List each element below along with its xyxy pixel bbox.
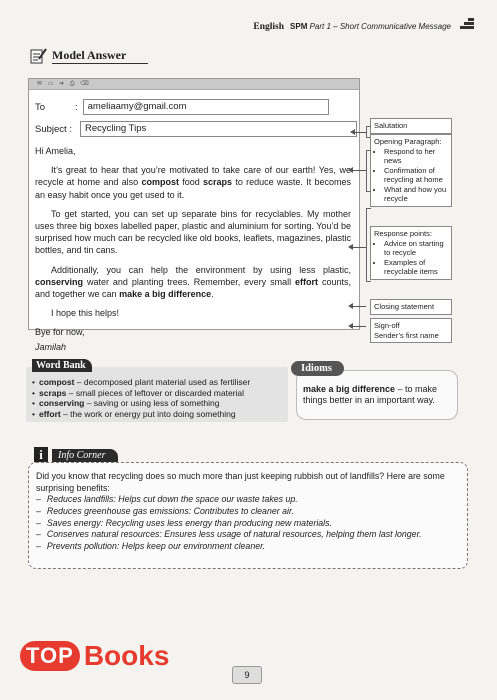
opening-paragraph: It’s great to hear that you’re motivated to take care of our earth! Yes, we recycle at home and also compost food scraps to reduce waste. It becomes an easy habit once you get used to it. xyxy=(35,165,351,200)
signature: Jamilah xyxy=(35,341,67,352)
greeting: Hi Amelia, xyxy=(35,146,76,156)
header-subject: English xyxy=(253,22,285,32)
word-bank-item: • compost – decomposed plant material used as fertiliser xyxy=(40,377,288,388)
note-signoff-label: Sign-off xyxy=(374,321,400,330)
info-corner-title: Info Corner xyxy=(52,449,118,462)
info-benefits-list xyxy=(29,494,467,553)
note-sender-label: Sender’s first name xyxy=(374,330,439,340)
note-opening-item: • Confirmation of recycling at home xyxy=(384,166,448,185)
info-icon: i xyxy=(34,447,48,463)
info-corner-box xyxy=(28,462,468,569)
idioms-title: Idioms xyxy=(291,361,344,376)
notepad-pencil-icon xyxy=(30,47,48,65)
model-answer-heading xyxy=(30,47,148,65)
note-opening-title: Opening Paragraph: xyxy=(374,137,442,146)
advice-paragraph: To get started, you can set up separate bins for recyclables. My mother uses three big boxes labelled paper, plastic and aluminium for sorting. You’d be surprised how much can be recycled like old books, leaflets, magazines, plastic bottles, and tin cans. xyxy=(35,208,351,256)
arrow-salutation xyxy=(354,132,366,133)
running-header xyxy=(253,22,451,32)
page-number: 9 xyxy=(232,666,262,684)
info-intro: Did you know that recycling does so much more than just keeping rubbish out of landfills? Here are some surprising benefits: xyxy=(36,471,445,493)
arrow-signoff xyxy=(352,326,366,327)
arrow-opening xyxy=(352,170,366,171)
info-benefit: – Reduces landfills: Helps cut down the space our waste takes up. xyxy=(36,494,461,506)
note-response xyxy=(370,226,452,280)
info-benefit: – Prevents pollution: Helps keep our environment cleaner. xyxy=(36,541,461,553)
toolbar-icons: ✉ ▭ ➜ ⎙ ⌫ xyxy=(37,81,91,87)
arrow-response xyxy=(352,247,366,248)
note-closing: Closing statement xyxy=(370,299,452,315)
email-toolbar xyxy=(29,79,359,90)
arrow-closing xyxy=(352,306,366,307)
word-bank-list xyxy=(26,367,288,419)
to-row: To : ameliaamy@gmail.com xyxy=(35,99,329,115)
logo-top: TOP xyxy=(20,641,80,671)
note-response-list xyxy=(374,239,448,277)
header-level: SPM xyxy=(290,22,308,31)
note-signoff xyxy=(370,318,452,343)
word-bank-title: Word Bank xyxy=(32,359,92,372)
email-body xyxy=(35,145,351,360)
subject-row xyxy=(35,121,357,137)
idiom-phrase: make a big difference xyxy=(303,384,396,394)
note-opening-item: • Respond to her news xyxy=(384,147,448,166)
idiom-entry xyxy=(303,384,455,406)
logo-books: Books xyxy=(83,640,170,671)
word-bank xyxy=(26,360,288,422)
topbooks-logo xyxy=(20,640,169,672)
note-opening xyxy=(370,134,452,207)
note-response-title: Response points: xyxy=(374,229,432,238)
word-bank-item: • scraps – small pieces of leftover or discarded material xyxy=(40,388,288,399)
word-bank-item: • effort – the work or energy put into doing something xyxy=(40,409,288,420)
model-answer-title: Model Answer xyxy=(52,48,148,64)
to-field[interactable]: ameliaamy@gmail.com xyxy=(83,99,329,115)
closing-line: I hope this helps! xyxy=(51,308,120,319)
info-benefit: – Reduces greenhouse gas emissions: Contributes to cleaner air. xyxy=(36,506,461,518)
info-benefit: – Saves energy: Recycling uses less energy than producing new materials. xyxy=(36,518,461,530)
tips-paragraph: Additionally, you can help the environment by using less plastic, conserving water and planting trees. Remember, every small effort counts, and together we can make a big difference. xyxy=(35,264,351,300)
subject-field[interactable]: Recycling Tips xyxy=(80,121,357,137)
note-opening-list xyxy=(374,147,448,204)
stairs-icon xyxy=(459,16,475,30)
idiom-meaning: – to make things better in an important way. xyxy=(303,384,438,405)
note-salutation: Salutation xyxy=(370,118,452,134)
to-label: To xyxy=(35,101,46,113)
note-response-item: • Examples of recyclable items xyxy=(384,258,448,277)
note-response-item: • Advice on starting to recycle xyxy=(384,239,448,258)
bye-line: Bye for now, xyxy=(35,327,85,338)
bracket-opening xyxy=(366,150,371,192)
email-window xyxy=(28,78,360,352)
info-benefit: – Conserves natural resources: Ensures less usage of natural resources, helping them last longer. xyxy=(36,529,461,541)
word-bank-item: • conserving – saving or using less of something xyxy=(40,398,288,409)
note-opening-item: • What and how you recycle xyxy=(384,185,448,204)
idioms-box xyxy=(296,363,458,420)
info-corner-heading xyxy=(34,447,118,463)
bracket-response xyxy=(366,208,371,282)
subject-label: Subject : xyxy=(35,123,72,135)
header-section: Part 1 – Short Communicative Message xyxy=(309,22,451,31)
